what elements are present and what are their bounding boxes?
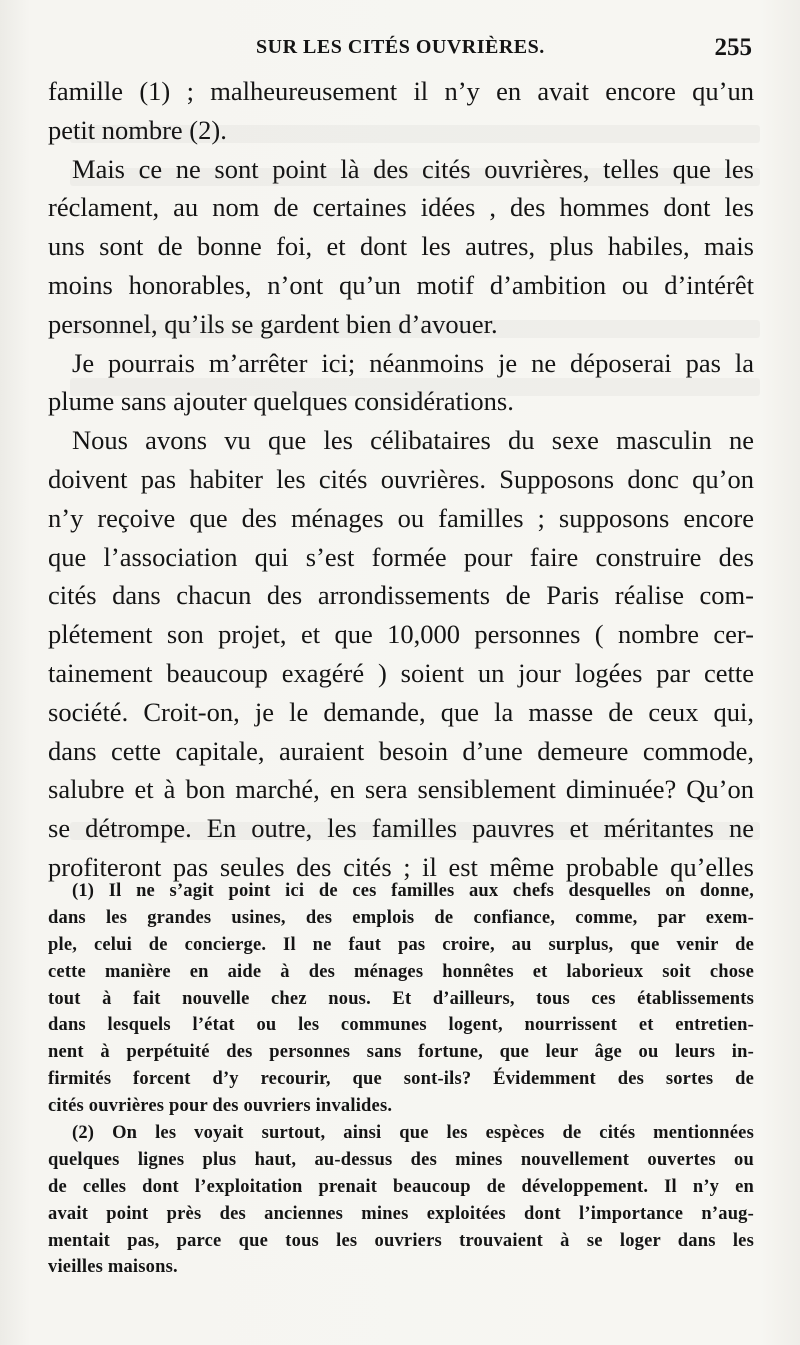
text-line: moins honorables, n’ont qu’un motif d’ambition ou d’intérêt: [48, 269, 754, 300]
footnote-line: dans lesquels l’état ou les communes logent, nourrissent et entretien-: [48, 1015, 754, 1036]
text-line: personnel, qu’ils se gardent bien d’avouer.: [48, 308, 498, 339]
footnote-line: vieilles maisons.: [48, 1257, 178, 1278]
page-number: 255: [714, 34, 752, 61]
text-line: Je pourrais m’arrêter ici; néanmoins je ne déposerai pas la: [72, 347, 754, 378]
footnote-line: cités ouvrières pour des ouvriers invalides.: [48, 1096, 393, 1117]
footnote-line: nent à perpétuité des personnes sans fortune, que leur âge ou leurs in-: [48, 1042, 754, 1063]
text-line: plume sans ajouter quelques considérations.: [48, 386, 514, 417]
footnote-line: cette manière en aide à des ménages honnêtes et laborieux soit chose: [48, 961, 754, 982]
footnote-line: ple, celui de concierge. Il ne faut pas croire, au surplus, que venir de: [48, 934, 754, 955]
footnote-line: (1) Il ne s’agit point ici de ces familles aux chefs desquelles on donne,: [72, 881, 754, 901]
footnote-line: dans les grandes usines, des emplois de confiance, comme, par exem-: [48, 907, 754, 928]
text-line: salubre et à bon marché, en sera sensiblement diminuée? Qu’on: [48, 774, 754, 805]
footnote-line: tout à fait nouvelle chez nous. Et d’ailleurs, tous ces établissements: [48, 988, 754, 1009]
text-line: famille (1) ; malheureusement il n’y en avait encore qu’un: [48, 76, 754, 106]
text-line: cités dans chacun des arrondissements de Paris réalise com-: [48, 580, 754, 611]
footnote-line: quelques lignes plus haut, au-dessus des mines nouvellement ouvertes ou: [48, 1149, 754, 1170]
text-line: réclament, au nom de certaines idées , des hommes dont les: [48, 192, 754, 223]
text-line: société. Croit-on, je le demande, que la masse de ceux qui,: [48, 696, 754, 727]
text-line: que l’association qui s’est formée pour faire construire des: [48, 541, 754, 572]
text-line: tainement beaucoup exagéré ) soient un jour logées par cette: [48, 657, 754, 688]
footnote-line: avait point près des anciennes mines exploitées dont l’importance n’aug-: [48, 1203, 754, 1224]
text-line: profiteront pas seules des cités ; il est même probable qu’elles: [48, 851, 754, 882]
text-line: plétement son projet, et que 10,000 personnes ( nombre cer-: [48, 619, 754, 650]
text-line: se détrompe. En outre, les familles pauvres et méritantes ne: [48, 813, 754, 844]
footnotes: [48, 878, 754, 1281]
text-line: petit nombre (2).: [48, 114, 227, 145]
text-line: Mais ce ne sont point là des cités ouvrières, telles que les: [72, 153, 754, 184]
text-line: dans cette capitale, auraient besoin d’une demeure commode,: [48, 735, 754, 766]
footnote-line: de celles dont l’exploitation prenait beaucoup de développement. Il n’y en: [48, 1176, 754, 1197]
text-line: Nous avons vu que les célibataires du sexe masculin ne: [72, 425, 754, 456]
footnote-line: mentait pas, parce que tous les ouvriers trouvaient à se loger dans les: [48, 1230, 754, 1251]
footnote-line: (2) On les voyait surtout, ainsi que les espèces de cités mentionnées: [72, 1123, 754, 1144]
text-line: uns sont de bonne foi, et dont les autres, plus habiles, mais: [48, 231, 754, 262]
page-header: [48, 34, 752, 70]
footnote-line: firmités forcent d’y recourir, que sont-ils? Évidemment des sortes de: [48, 1069, 754, 1090]
running-title: SUR LES CITÉS OUVRIÈRES.: [256, 36, 545, 58]
body-text: [48, 72, 754, 887]
text-line: doivent pas habiter les cités ouvrières. Supposons donc qu’on: [48, 463, 754, 494]
text-line: n’y reçoive que des ménages ou familles ; supposons encore: [48, 502, 754, 533]
